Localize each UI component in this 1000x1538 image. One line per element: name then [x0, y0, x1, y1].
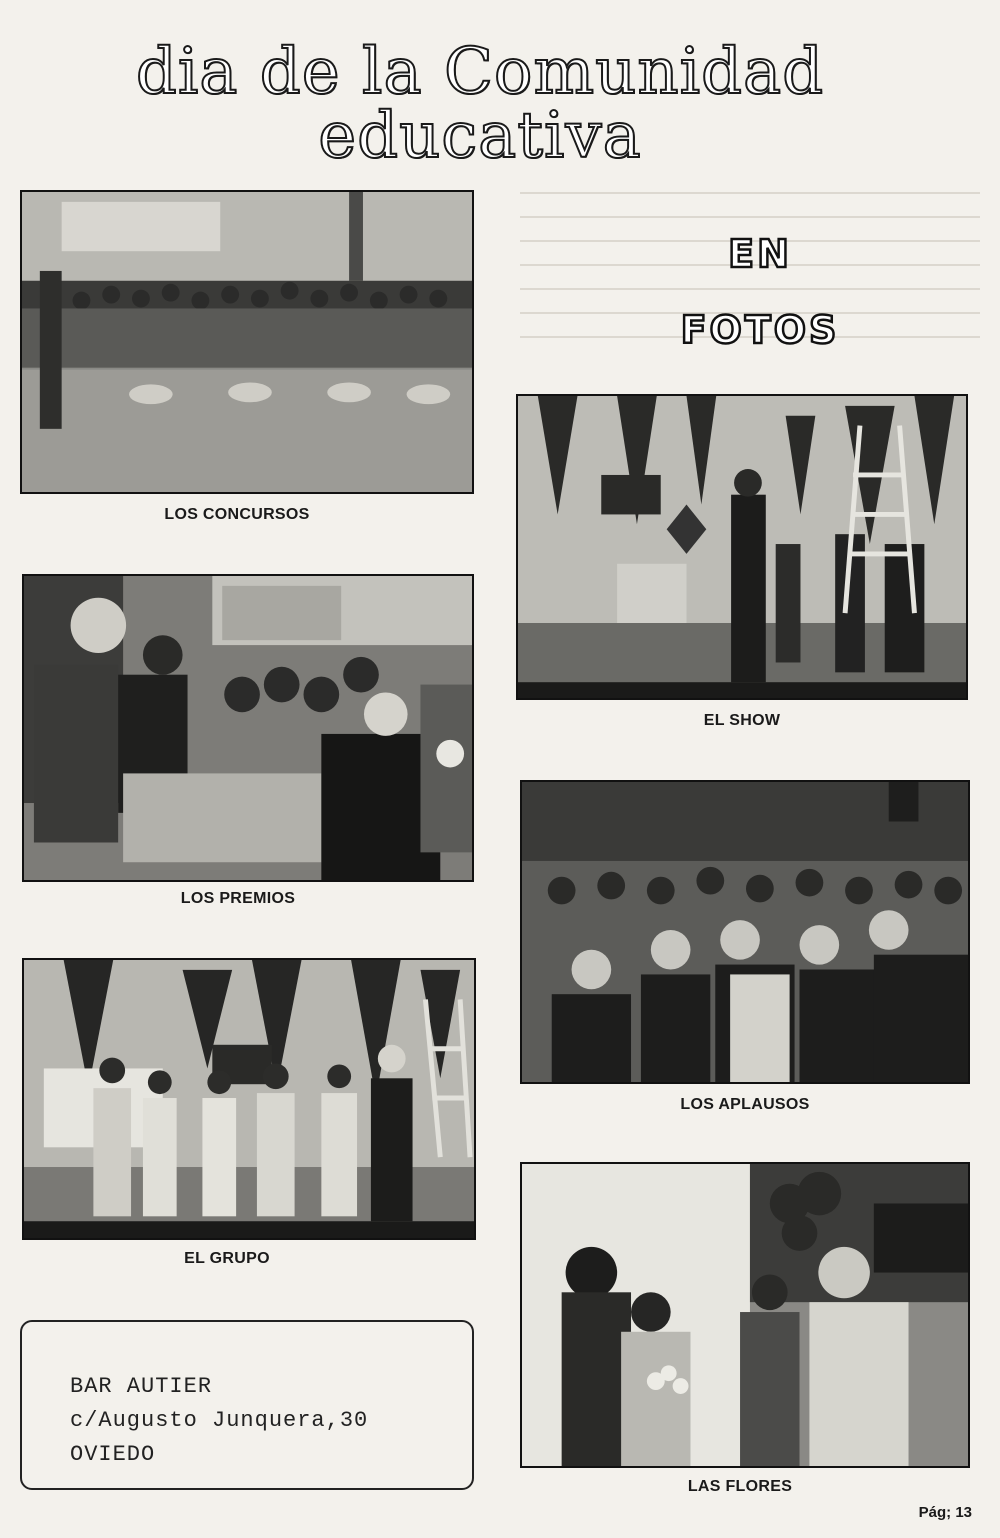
ad-address: c/Augusto Junquera,30	[70, 1408, 369, 1433]
advertisement-box	[20, 1320, 474, 1490]
photo-flores	[520, 1162, 970, 1468]
page-title: dia de la Comunidad educativa	[135, 35, 825, 173]
ad-name: BAR AUTIER	[70, 1374, 213, 1399]
photo-show	[516, 394, 968, 700]
photo-concursos	[20, 190, 474, 494]
headline-fotos: FOTOS	[680, 308, 840, 352]
photo-premios	[22, 574, 474, 882]
caption-grupo: EL GRUPO	[184, 1250, 270, 1267]
page-number: Pág; 13	[918, 1504, 972, 1521]
caption-flores: LAS FLORES	[687, 1478, 793, 1495]
photo-aplausos	[520, 780, 970, 1084]
caption-show: EL SHOW	[703, 712, 781, 729]
caption-premios: LOS PREMIOS	[180, 890, 296, 907]
photo-grupo	[22, 958, 476, 1240]
ad-city: OVIEDO	[70, 1442, 156, 1467]
caption-concursos: LOS CONCURSOS	[164, 506, 310, 523]
caption-aplausos: LOS APLAUSOS	[680, 1096, 810, 1113]
headline-en: EN	[728, 232, 792, 276]
